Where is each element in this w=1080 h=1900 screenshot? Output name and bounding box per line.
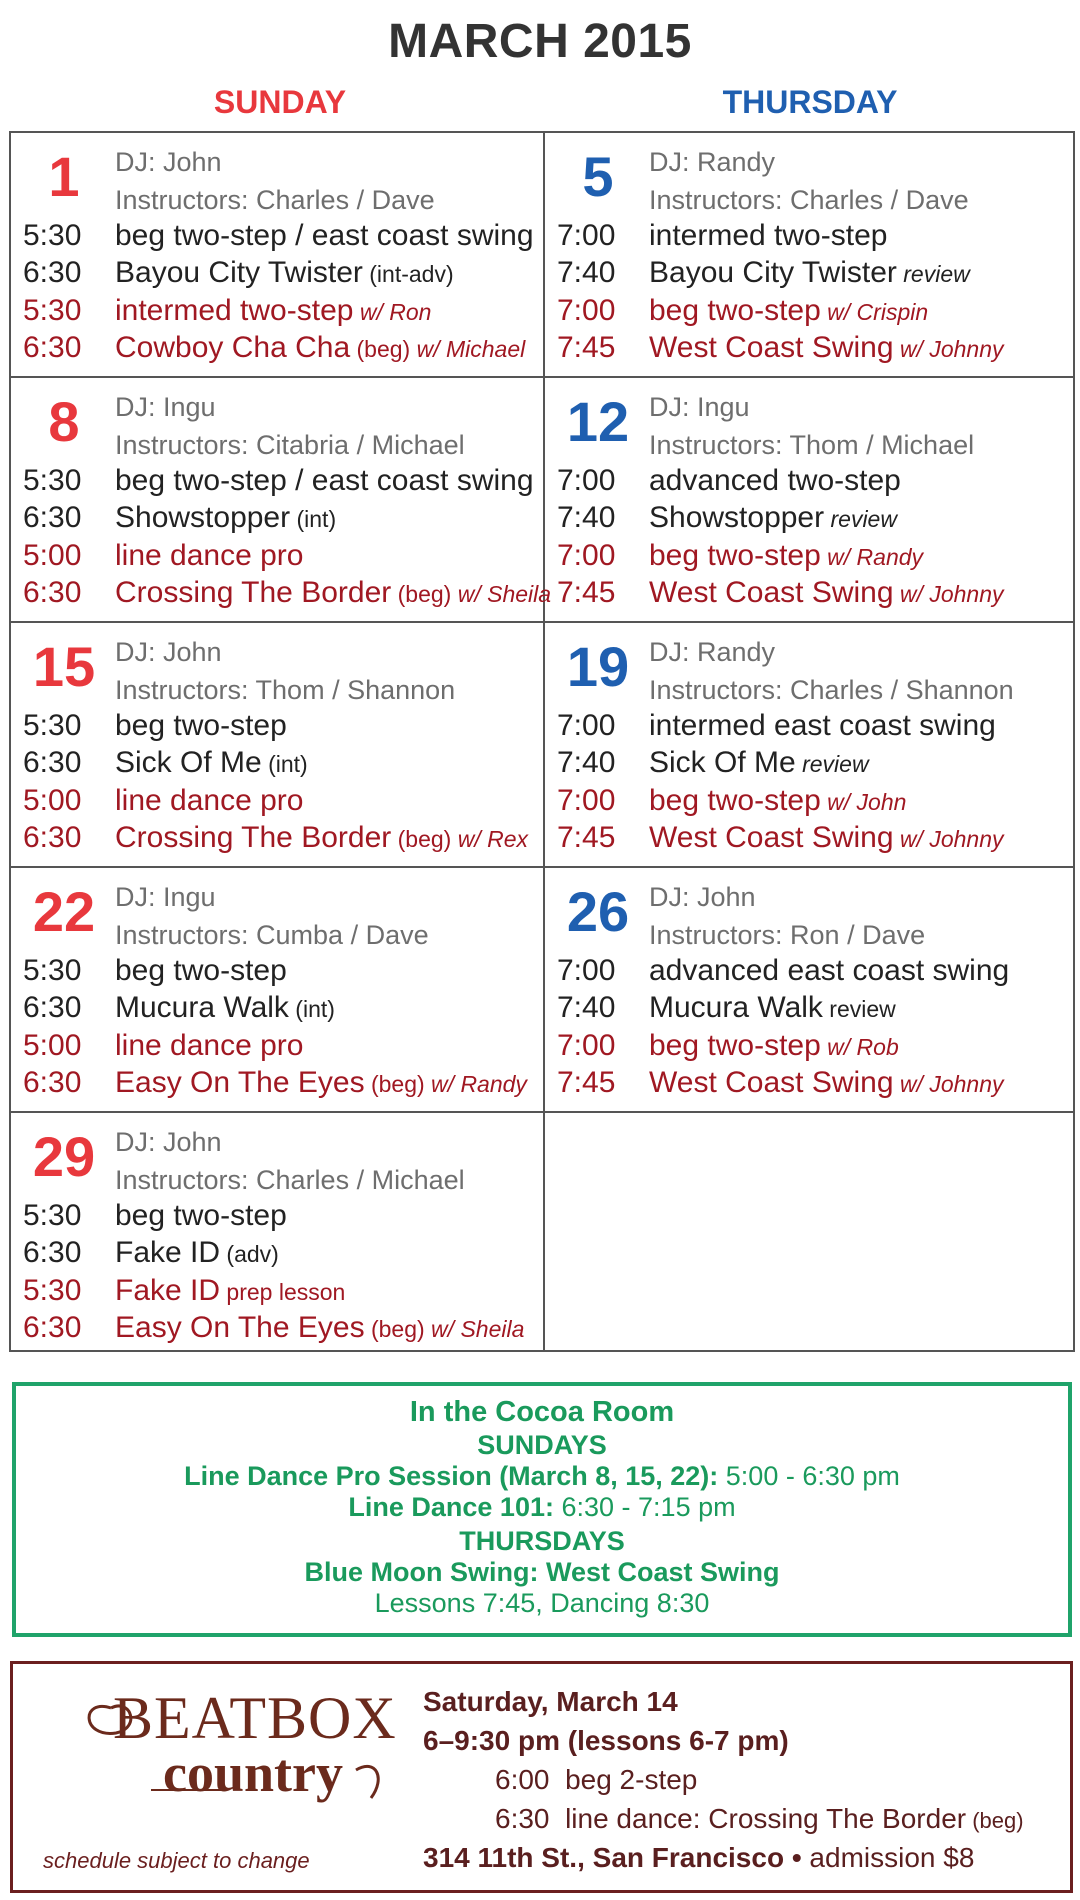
lesson-name: Bayou City Twister <box>649 256 897 289</box>
schedule-grid <box>9 131 1075 1352</box>
lesson-time: 7:45 <box>557 821 616 854</box>
sunday-cell-29 <box>11 1113 543 1356</box>
lesson-row <box>557 1066 1004 1100</box>
day-number: 22 <box>32 880 96 943</box>
lesson-note: review <box>896 261 970 287</box>
lesson-note: w/ Sheila <box>424 1316 525 1342</box>
lesson-note: w/ Rob <box>820 1034 899 1060</box>
beatbox-box <box>10 1661 1073 1893</box>
lesson-name: Mucura Walk <box>649 991 823 1024</box>
lesson-time: 5:00 <box>23 539 82 572</box>
lesson-row <box>23 501 336 535</box>
lesson-time: 7:00 <box>557 539 616 572</box>
lesson-name: beg two-step <box>649 784 821 817</box>
lesson-name: West Coast Swing <box>649 576 894 609</box>
lesson-row <box>23 746 308 780</box>
lesson-time: 6:30 <box>23 576 82 609</box>
lesson-note: w/ Johnny <box>893 336 1004 362</box>
event-item-1: 6:00 beg 2-step <box>495 1764 698 1795</box>
sunday-cell-15 <box>11 623 543 866</box>
lesson-time: 5:30 <box>23 709 82 742</box>
lesson-row <box>23 709 287 743</box>
lesson-row <box>23 821 528 855</box>
lesson-row <box>23 294 431 328</box>
lesson-row <box>557 539 923 573</box>
day-number: 8 <box>48 390 80 453</box>
lesson-row <box>557 256 970 290</box>
lesson-note: review <box>795 751 869 777</box>
lesson-name: Showstopper <box>115 501 291 534</box>
lesson-name: intermed two-step <box>649 219 888 252</box>
lesson-time: 5:30 <box>23 219 82 252</box>
lesson-time: 7:45 <box>557 331 616 364</box>
lesson-time: 6:30 <box>23 1066 82 1099</box>
lesson-note: review <box>824 506 897 532</box>
lesson-row <box>23 991 335 1025</box>
lesson-level: review <box>822 996 896 1022</box>
lesson-row <box>557 219 887 253</box>
lesson-time: 7:00 <box>557 1029 616 1062</box>
dj-label: DJ: Randy <box>649 637 776 667</box>
lesson-time: 5:00 <box>23 784 82 817</box>
lesson-name: intermed east coast swing <box>649 709 996 742</box>
lesson-note: w/ Randy <box>424 1071 527 1097</box>
lesson-level: (int) <box>290 506 337 532</box>
lesson-row <box>557 331 1004 365</box>
lesson-name: Easy On The Eyes <box>115 1066 365 1099</box>
day-number: 29 <box>32 1125 96 1188</box>
lesson-time: 7:00 <box>557 784 616 817</box>
lesson-time: 6:30 <box>23 256 82 289</box>
lesson-row <box>23 954 287 988</box>
instructors-label: Instructors: Thom / Michael <box>649 430 975 460</box>
thursday-cell-26 <box>545 868 1077 1111</box>
instructors-label: Instructors: Charles / Dave <box>115 185 435 215</box>
day-number: 12 <box>566 390 630 453</box>
lesson-level: (int-adv) <box>362 261 454 287</box>
instructors-label: Instructors: Citabria / Michael <box>115 430 465 460</box>
event-item-2: 6:30 line dance: Crossing The Border (beg) <box>495 1803 1024 1834</box>
lesson-level: (adv) <box>220 1241 279 1267</box>
lesson-note: w/ Johnny <box>893 1071 1004 1097</box>
lesson-time: 6:30 <box>23 501 82 534</box>
instructors-label: Instructors: Thom / Shannon <box>115 675 456 705</box>
lesson-row <box>557 784 906 818</box>
lesson-row <box>23 1311 524 1345</box>
dj-label: DJ: Ingu <box>115 392 216 422</box>
cocoa-thursdays: THURSDAYS <box>459 1526 625 1556</box>
cocoa-blue-moon: Blue Moon Swing: West Coast Swing <box>304 1557 780 1587</box>
lesson-level: (int) <box>261 751 308 777</box>
lesson-name: West Coast Swing <box>649 331 894 364</box>
instructors-label: Instructors: Charles / Michael <box>115 1165 465 1195</box>
lesson-row <box>23 331 525 365</box>
lesson-name: Bayou City Twister <box>115 256 363 289</box>
lesson-name: Sick Of Me <box>115 746 262 779</box>
lesson-row <box>557 821 1004 855</box>
lesson-level: (beg) <box>364 1071 425 1097</box>
lesson-row <box>23 1066 527 1100</box>
lesson-time: 7:00 <box>557 219 616 252</box>
lesson-row <box>23 1029 303 1063</box>
lesson-row <box>23 1274 345 1308</box>
lesson-name: West Coast Swing <box>649 1066 894 1099</box>
lesson-time: 6:30 <box>23 1311 82 1344</box>
lesson-time: 5:30 <box>23 954 82 987</box>
lesson-level: (beg) <box>391 826 452 852</box>
lesson-time: 6:30 <box>23 746 82 779</box>
lesson-row <box>23 256 454 290</box>
day-number: 15 <box>32 635 96 698</box>
lesson-name: Mucura Walk <box>115 991 289 1024</box>
cocoa-line-dance-101: Line Dance 101: 6:30 - 7:15 pm <box>348 1492 736 1522</box>
day-number: 5 <box>582 145 614 208</box>
lesson-time: 7:00 <box>557 294 616 327</box>
lesson-row <box>23 784 303 818</box>
lesson-row <box>557 746 869 780</box>
lesson-row <box>557 709 996 743</box>
lesson-time: 6:30 <box>23 991 82 1024</box>
instructors-label: Instructors: Charles / Shannon <box>649 675 1014 705</box>
instructors-label: Instructors: Cumba / Dave <box>115 920 429 950</box>
lesson-time: 6:30 <box>23 1236 82 1269</box>
lesson-row <box>23 1199 287 1233</box>
thursday-cell-19 <box>545 623 1077 866</box>
lesson-name: West Coast Swing <box>649 821 894 854</box>
cocoa-sundays: SUNDAYS <box>477 1430 607 1460</box>
lesson-name: line dance pro <box>115 784 304 817</box>
lesson-name: beg two-step <box>115 1199 287 1232</box>
lesson-row <box>557 294 928 328</box>
dj-label: DJ: John <box>115 147 222 177</box>
lesson-name: Showstopper <box>649 501 825 534</box>
dj-label: DJ: John <box>115 1127 222 1157</box>
lesson-time: 7:40 <box>557 746 616 779</box>
thursday-cell-5 <box>545 133 1077 376</box>
lesson-time: 7:00 <box>557 954 616 987</box>
dj-label: DJ: Ingu <box>115 882 216 912</box>
lesson-time: 5:30 <box>23 464 82 497</box>
day-number: 1 <box>48 145 80 208</box>
lesson-row <box>23 464 534 498</box>
lesson-row <box>557 464 901 498</box>
lesson-name: Easy On The Eyes <box>115 1311 365 1344</box>
lesson-time: 6:30 <box>23 331 82 364</box>
lesson-name: beg two-step <box>115 709 287 742</box>
lesson-row <box>557 1029 899 1063</box>
lesson-time: 7:45 <box>557 1066 616 1099</box>
lesson-note: w/ Johnny <box>893 826 1004 852</box>
instructors-label: Instructors: Charles / Dave <box>649 185 969 215</box>
lesson-time: 5:30 <box>23 294 82 327</box>
lesson-row <box>557 954 1009 988</box>
lesson-name: line dance pro <box>115 1029 304 1062</box>
sunday-column-header: SUNDAY <box>213 84 347 120</box>
dj-label: DJ: John <box>649 882 756 912</box>
lesson-time: 7:00 <box>557 709 616 742</box>
event-date: Saturday, March 14 <box>423 1686 678 1717</box>
lesson-note: w/ Crispin <box>820 299 929 325</box>
disclaimer: schedule subject to change <box>43 1848 310 1873</box>
lesson-name: Fake ID <box>115 1274 221 1307</box>
lesson-name: beg two-step <box>649 539 821 572</box>
lesson-note: w/ Johnny <box>893 581 1004 607</box>
thursday-column-header: THURSDAY <box>722 84 898 120</box>
lesson-name: beg two-step / east coast swing <box>115 464 534 497</box>
event-hours: 6–9:30 pm (lessons 6-7 pm) <box>423 1725 789 1756</box>
day-number: 19 <box>566 635 630 698</box>
lesson-name: beg two-step <box>649 1029 821 1062</box>
dj-label: DJ: John <box>115 637 222 667</box>
lesson-note: w/ Randy <box>820 544 924 570</box>
lesson-time: 7:45 <box>557 576 616 609</box>
lesson-name: intermed two-step <box>115 294 354 327</box>
lesson-time: 7:40 <box>557 991 616 1024</box>
dj-label: DJ: Ingu <box>649 392 750 422</box>
lesson-time: 5:30 <box>23 1199 82 1232</box>
lesson-name: beg two-step <box>115 954 287 987</box>
cocoa-pro-session: Line Dance Pro Session (March 8, 15, 22): 5:00 - 6:30 pm <box>184 1461 900 1491</box>
beatbox-logo-line1: BEATBOX <box>113 1685 397 1751</box>
dj-label: DJ: Randy <box>649 147 776 177</box>
lesson-level: (beg) <box>350 336 411 362</box>
event-address: 314 11th St., San Francisco • admission $8 <box>423 1842 975 1873</box>
lesson-note: w/ Michael <box>410 336 526 362</box>
lesson-name: Crossing The Border <box>115 821 392 854</box>
lesson-row <box>557 991 896 1025</box>
lesson-time: 5:00 <box>23 1029 82 1062</box>
lesson-note: w/ Rex <box>451 826 529 852</box>
lesson-time: 7:40 <box>557 501 616 534</box>
lesson-name: beg two-step <box>649 294 821 327</box>
cocoa-heading: In the Cocoa Room <box>409 1396 675 1428</box>
lesson-level: (int) <box>288 996 335 1022</box>
lesson-note: w/ John <box>820 789 907 815</box>
lesson-row <box>23 219 534 253</box>
lesson-time: 5:30 <box>23 1274 82 1307</box>
sunday-cell-22 <box>11 868 543 1111</box>
cocoa-lessons: Lessons 7:45, Dancing 8:30 <box>374 1588 710 1618</box>
lesson-time: 7:40 <box>557 256 616 289</box>
lesson-row <box>557 501 897 535</box>
instructors-label: Instructors: Ron / Dave <box>649 920 926 950</box>
lesson-row <box>23 539 303 573</box>
lesson-name: Sick Of Me <box>649 746 796 779</box>
lesson-name: Crossing The Border <box>115 576 392 609</box>
lesson-name: advanced east coast swing <box>649 954 1010 987</box>
lesson-level: prep lesson <box>220 1279 346 1305</box>
thursday-cell-12 <box>545 378 1077 621</box>
lesson-name: Fake ID <box>115 1236 221 1269</box>
lesson-time: 6:30 <box>23 821 82 854</box>
sunday-cell-8 <box>11 378 552 621</box>
lesson-row <box>23 1236 279 1270</box>
beatbox-logo-line2: country <box>163 1743 343 1803</box>
lesson-level: (beg) <box>391 581 452 607</box>
lesson-note: w/ Ron <box>353 299 432 325</box>
lesson-row <box>23 576 551 610</box>
lesson-note: w/ Sheila <box>451 581 552 607</box>
page-title: MARCH 2015 <box>388 15 692 68</box>
lesson-level: (beg) <box>364 1316 425 1342</box>
lesson-time: 7:00 <box>557 464 616 497</box>
lesson-name: line dance pro <box>115 539 304 572</box>
cocoa-room-box <box>12 1382 1072 1637</box>
lesson-row <box>557 576 1004 610</box>
lesson-name: Cowboy Cha Cha <box>115 331 351 364</box>
day-number: 26 <box>566 880 630 943</box>
lesson-name: beg two-step / east coast swing <box>115 219 534 252</box>
sunday-cell-1 <box>11 133 543 376</box>
lesson-name: advanced two-step <box>649 464 901 497</box>
